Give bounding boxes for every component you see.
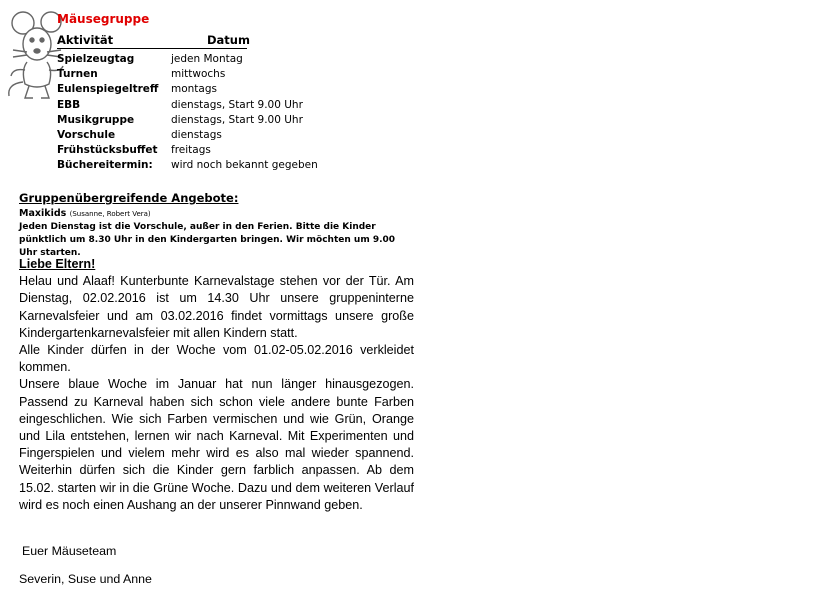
- maxikids-description: Jeden Dienstag ist die Vorschule, außer in den Ferien. Bitte die Kinder pünktlich um 8.30 Uhr in den Kindergarten bringen. Wir möchten um 9.00 Uhr starten.: [19, 222, 396, 258]
- activity-cell: Spielzeugtag: [57, 53, 135, 65]
- activity-cell: Vorschule: [57, 128, 116, 141]
- header-date: Datum: [207, 33, 250, 47]
- letter-paragraph: Unsere blaue Woche im Januar hat nun länger hinausgezogen. Passend zu Karneval haben sich schon viele andere bunte Farben eingeschlichen. Wie sich Farben vermischen und wie Grün, Orange und Lila entstehen, lernen wir nach Karneval. Mit Experimenten und Fingerspielen und vielem mehr wird es also mal wieder spannend. Weiterhin dürfen sich die Kinder gern farblich anpassen. Ab dem 15.02. starten wir in die Grüne Woche. Dazu und dem weiteren Verlauf wird es noch einen Aushang an der unserer Pinnwand geben.: [19, 377, 414, 512]
- group-title: Mäusegruppe: [57, 12, 150, 26]
- date-cell: mittwochs: [171, 68, 226, 81]
- letter-closing: Euer Mäuseteam: [22, 544, 117, 558]
- schedule-row: [57, 144, 357, 159]
- schedule-row: [57, 68, 357, 83]
- header-activity: Aktivität: [57, 33, 114, 47]
- schedule-table: [57, 53, 357, 175]
- schedule-row: [57, 53, 357, 68]
- date-cell: jeden Montag: [171, 53, 243, 65]
- letter-paragraph: Alle Kinder dürfen in der Woche vom 01.02-05.02.2016 verkleidet kommen.: [19, 343, 414, 375]
- date-cell: dienstags, Start 9.00 Uhr: [171, 113, 303, 126]
- schedule-row: [57, 129, 357, 144]
- activity-cell: Musikgruppe: [57, 113, 135, 126]
- schedule-row: [57, 83, 357, 98]
- schedule-row: [57, 114, 357, 129]
- date-cell: dienstags, Start 9.00 Uhr: [171, 98, 303, 111]
- activity-cell: Eulenspiegeltreff: [57, 83, 159, 96]
- maxikids-label: Maxikids: [19, 208, 67, 219]
- schedule-row: [57, 159, 357, 174]
- date-cell: freitags: [171, 144, 211, 157]
- letter-names: Severin, Suse und Anne: [19, 572, 152, 586]
- letter-greeting: Liebe Eltern!: [19, 257, 96, 271]
- schedule-header: [57, 33, 250, 49]
- maxikids-sub: (Susanne, Robert Vera): [69, 210, 151, 218]
- date-cell: dienstags: [171, 128, 222, 141]
- letter-paragraph: Helau und Alaaf! Kunterbunte Karnevalstage stehen vor der Tür. Am Dienstag, 02.02.2016 ist um 14.30 Uhr unsere gruppeninterne Karnevalsfeier und am 03.02.2016 findet vormittags unsere große Kindergartenkarnevalsfeier mit allen Kindern statt.: [19, 274, 414, 340]
- parent-letter: [19, 256, 414, 514]
- activity-cell: EBB: [57, 98, 81, 111]
- date-cell: montags: [171, 83, 217, 96]
- date-cell: wird noch bekannt gegeben: [171, 159, 318, 172]
- activity-cell: Frühstücksbuffet: [57, 144, 158, 157]
- cross-group-title: Gruppenübergreifende Angebote:: [19, 191, 239, 205]
- maxikids-heading: [19, 208, 151, 219]
- schedule-row: [57, 99, 357, 114]
- activity-cell: Turnen: [57, 68, 98, 81]
- activity-cell: Büchereitermin:: [57, 159, 153, 172]
